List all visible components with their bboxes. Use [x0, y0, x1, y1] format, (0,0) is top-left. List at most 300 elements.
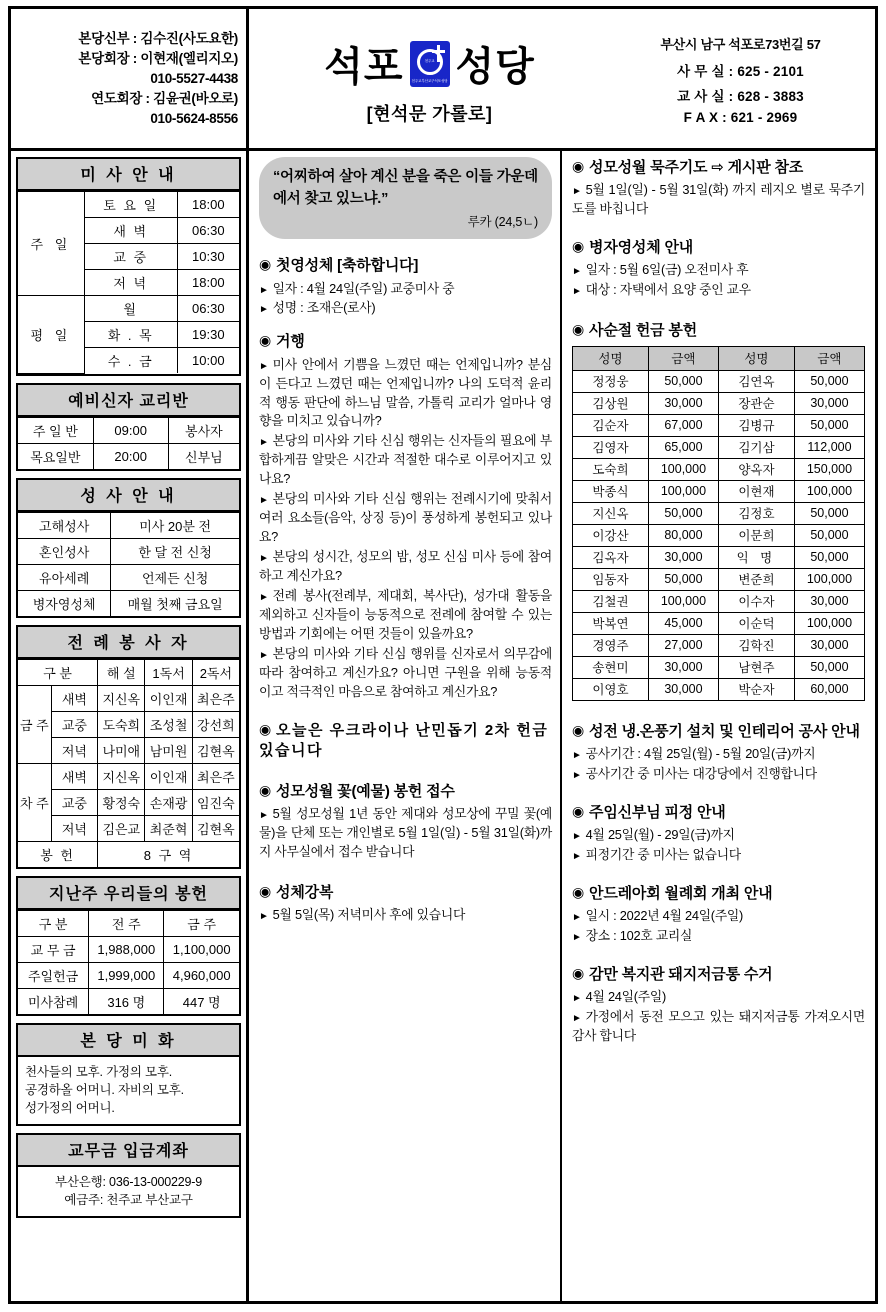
- bank-account-box: [16, 1133, 241, 1218]
- list-item-text: 5월 성모성월 1년 동안 제대와 성모상에 꾸밀 꽃(예물)을 단체 또는 개인별로 5월 1일(일) - 5월 31일(화)까지 사무실에서 접수 받습니다: [259, 806, 552, 860]
- list-item: [259, 805, 552, 862]
- column-header-name: 성명: [573, 346, 649, 370]
- donation-amount: 50,000: [794, 414, 864, 436]
- donation-amount: 45,000: [648, 612, 718, 634]
- circle-bullet-icon: ◉: [572, 238, 585, 255]
- fax-number: F A X : 621 - 2969: [683, 110, 798, 125]
- mass-name: 토 요 일: [84, 192, 177, 218]
- arrow-bullet-icon: ►: [259, 591, 269, 603]
- column-header-this-week: 금 주: [164, 910, 239, 936]
- server-commentator: 지신옥: [98, 763, 145, 789]
- donor-name: 김상원: [573, 392, 649, 414]
- donation-amount: 30,000: [794, 634, 864, 656]
- beautification-body: [18, 1057, 239, 1124]
- donor-name: 김영자: [573, 436, 649, 458]
- list-item: [572, 988, 865, 1007]
- class-time: 09:00: [93, 417, 168, 443]
- list-item-text: 본당의 미사와 기타 신심 행위는 전례시기에 맞춰서 여러 요소들(음악, 상징 등)이 풍성하게 봉헌되고 있나요?: [259, 491, 552, 545]
- list-item-text: 본당의 성시간, 성모의 밤, 성모 신심 미사 등에 참여하고 계신가요?: [259, 549, 552, 583]
- section-heading-text: 사순절 헌금 봉헌: [589, 322, 697, 340]
- arrow-bullet-icon: ►: [259, 553, 269, 564]
- beautification-box: [16, 1023, 241, 1126]
- donation-amount: 30,000: [648, 656, 718, 678]
- donor-name: 김순자: [573, 414, 649, 436]
- section-heading-text: 첫영성체 [축하합니다]: [276, 257, 419, 275]
- donor-name: 양옥자: [718, 458, 794, 480]
- section-heading-text: 성모성월 꽃(예물) 봉헌 접수: [276, 783, 455, 800]
- donation-amount: 112,000: [794, 436, 864, 458]
- mass-time-label: 저녁: [51, 815, 97, 841]
- list-item: [572, 745, 865, 764]
- section-piggy-bank-collection: [572, 964, 865, 1046]
- church-name-right: 성당: [455, 45, 535, 89]
- mass-name: 화 . 목: [84, 322, 177, 348]
- mass-name: 저 녁: [84, 270, 177, 296]
- mass-time-label: 교중: [51, 789, 97, 815]
- mass-time: 19:30: [177, 322, 239, 348]
- list-item-text: 4월 24일(주일): [585, 989, 667, 1005]
- table-row: [18, 841, 239, 867]
- class-teacher: 신부님: [168, 443, 239, 469]
- arrow-bullet-icon: ►: [572, 769, 582, 781]
- section-heading: [572, 721, 865, 742]
- donor-name: 임동자: [573, 568, 649, 590]
- donor-name: 이현재: [718, 480, 794, 502]
- section-priest-retreat: [572, 802, 865, 865]
- offering-category: 미사참례: [18, 988, 89, 1014]
- arrow-bullet-icon: ►: [259, 437, 269, 449]
- circle-bullet-icon: ◉: [259, 332, 272, 349]
- list-item-text: 피정기간 중 미사는 없습니다: [585, 846, 741, 862]
- church-name-left: 석포: [324, 45, 404, 89]
- circle-bullet-icon: ◉: [259, 782, 272, 798]
- list-item: [572, 927, 865, 946]
- offering-this-week: 447 명: [164, 988, 239, 1014]
- table-row: [573, 414, 865, 436]
- list-item-text: 가정에서 동전 모으고 있는 돼지저금통 가져오시면 감사 합니다: [572, 1009, 865, 1043]
- server-reading2: 김현옥: [192, 737, 239, 763]
- server-reading1: 이인재: [145, 763, 192, 789]
- last-week-offering-title: 지난주 우리들의 봉헌: [18, 878, 239, 910]
- donation-amount: 50,000: [794, 502, 864, 524]
- donor-name: 이문희: [718, 524, 794, 546]
- mass-time: 06:30: [177, 218, 239, 244]
- list-item: [259, 548, 552, 586]
- scripture-verse-reference: 루카 (24,5ㄴ): [467, 214, 538, 229]
- donor-name: 이강산: [573, 524, 649, 546]
- arrow-bullet-icon: ►: [572, 266, 582, 278]
- staff-phone: 010-5527-4438: [150, 71, 238, 87]
- column-header-reading1: 1독서: [145, 659, 192, 685]
- section-heading: [572, 883, 865, 904]
- section-heading: [572, 964, 865, 985]
- list-item-text: 4월 25일(월) - 29일(금)까지: [585, 826, 735, 842]
- sacraments-table: [18, 512, 239, 616]
- bank-account-holder: 예금주: 천주교 부산교구: [64, 1193, 193, 1207]
- table-row: [18, 763, 239, 789]
- mass-name: 수 . 금: [84, 348, 177, 374]
- donor-name: 김옥자: [573, 546, 649, 568]
- list-item-text: 대상 : 자택에서 요양 중인 교우: [585, 282, 751, 298]
- list-item-text: 성명 : 조재은(로사): [272, 300, 376, 316]
- staff-line: 연도회장 : 김윤권(바오로): [91, 90, 238, 106]
- arrow-bullet-icon: ►: [259, 360, 269, 372]
- liturgical-servers-box: [16, 625, 241, 869]
- bank-account-title: 교무금 입금계좌: [18, 1135, 239, 1167]
- table-row: [18, 711, 239, 737]
- masthead: [8, 6, 878, 151]
- table-row: [573, 634, 865, 656]
- arrow-bullet-icon: ►: [572, 286, 582, 298]
- catechumen-class-box: [16, 383, 241, 471]
- sacrament-name: 유아세례: [18, 564, 111, 590]
- donor-name: 박복연: [573, 612, 649, 634]
- mass-time-label: 저녁: [51, 737, 97, 763]
- offering-prev-week: 316 명: [89, 988, 164, 1014]
- list-item-text: 공사기간 : 4월 25일(월) - 5월 20일(금)까지: [585, 745, 816, 761]
- donation-amount: 100,000: [794, 612, 864, 634]
- last-week-offering-box: [16, 876, 241, 1016]
- list-item: [572, 181, 865, 219]
- table-row: [573, 502, 865, 524]
- list-item: [572, 846, 865, 865]
- table-row: [18, 936, 239, 962]
- column-header-amount: 금액: [648, 346, 718, 370]
- sacraments-box: [16, 478, 241, 618]
- donation-amount: 65,000: [648, 436, 718, 458]
- mass-schedule-title: 미 사 안 내: [18, 159, 239, 191]
- masthead-title-block: [249, 9, 610, 148]
- mass-schedule-box: [16, 157, 241, 376]
- circle-bullet-icon: ◉: [259, 720, 272, 737]
- section-rosary: [572, 157, 865, 219]
- office-phone: 사 무 실 : 625 - 2101: [677, 64, 804, 79]
- donation-amount: 50,000: [648, 370, 718, 392]
- server-commentator: 김은교: [98, 815, 145, 841]
- donation-amount: 100,000: [794, 480, 864, 502]
- table-row: [18, 538, 239, 564]
- arrow-bullet-icon: ►: [259, 810, 269, 822]
- donor-name: 이영호: [573, 678, 649, 700]
- list-item: [572, 826, 865, 845]
- list-item: [259, 356, 552, 432]
- donor-name: 이수자: [718, 590, 794, 612]
- class-name: 주 일 반: [18, 417, 93, 443]
- donor-name: 박종식: [573, 480, 649, 502]
- beautification-line: 공경하올 어머니. 자비의 모후.: [25, 1082, 184, 1097]
- donation-amount: 50,000: [648, 502, 718, 524]
- offering-district-value: 8 구 역: [98, 841, 239, 867]
- donor-name: 변준희: [718, 568, 794, 590]
- section-heading: [572, 237, 865, 258]
- column-header-amount: 금액: [794, 346, 864, 370]
- donation-amount: 50,000: [794, 524, 864, 546]
- sacrament-info: 미사 20분 전: [111, 512, 239, 538]
- beautification-line: 천사들의 모후. 가정의 모후.: [25, 1064, 172, 1079]
- column-header-name: 성명: [718, 346, 794, 370]
- list-item: [259, 906, 552, 925]
- right-column: [562, 151, 875, 1301]
- left-column: [11, 151, 249, 1301]
- donor-name: 박순자: [718, 678, 794, 700]
- donor-name: 도숙희: [573, 458, 649, 480]
- bank-account-number: 부산은행: 036-13-000229-9: [55, 1174, 202, 1189]
- week-label: 차 주: [18, 763, 51, 841]
- liturgical-servers-title: 전 례 봉 사 자: [18, 627, 239, 659]
- section-heading-text: 성체강복: [276, 884, 334, 902]
- table-row: [573, 480, 865, 502]
- donation-amount: 27,000: [648, 634, 718, 656]
- circle-bullet-icon: ◉: [259, 256, 272, 273]
- sacrament-name: 병자영성체: [18, 590, 111, 616]
- offering-district-label: 봉 헌: [18, 841, 98, 867]
- section-lenten-donations: [572, 320, 865, 700]
- section-celebration: [259, 331, 552, 701]
- donation-amount: 100,000: [648, 480, 718, 502]
- offering-category: 교 무 금: [18, 936, 89, 962]
- mass-schedule-table: [18, 191, 239, 374]
- donation-amount: 30,000: [794, 590, 864, 612]
- arrow-bullet-icon: ►: [259, 284, 269, 296]
- table-row: [573, 370, 865, 392]
- mass-group-label: 주 일: [18, 192, 84, 296]
- table-row: [18, 962, 239, 988]
- server-reading2: 강선희: [192, 711, 239, 737]
- mass-time-label: 새벽: [51, 763, 97, 789]
- donor-name: 김연옥: [718, 370, 794, 392]
- table-header-row: [18, 659, 239, 685]
- donation-amount: 30,000: [648, 678, 718, 700]
- circle-bullet-icon: ◉: [572, 721, 585, 738]
- list-item-text: 본당의 미사와 기타 신심 행위는 신자들의 필요에 부합하게끔 알맞은 시간과 적절한 대수로 이루어지고 있나요?: [259, 433, 552, 487]
- donor-name: 김철권: [573, 590, 649, 612]
- list-item-text: 일시 : 2022년 4월 24일(주일): [585, 908, 744, 923]
- table-row: [18, 737, 239, 763]
- masthead-staff-info: [11, 9, 249, 148]
- server-reading1: 최준혁: [145, 815, 192, 841]
- offering-prev-week: 1,999,000: [89, 962, 164, 988]
- week-label: 금 주: [18, 685, 51, 763]
- beautification-line: 성가정의 어머니.: [25, 1100, 115, 1115]
- section-heading: [259, 255, 552, 276]
- table-row: [573, 436, 865, 458]
- sacrament-name: 혼인성사: [18, 538, 111, 564]
- beautification-title: 본 당 미 화: [18, 1025, 239, 1057]
- list-item: [572, 1008, 865, 1046]
- list-item: [259, 280, 552, 299]
- catechumen-class-table: [18, 417, 239, 469]
- server-reading1: 조성철: [145, 711, 192, 737]
- arrow-bullet-icon: ►: [572, 912, 582, 923]
- staff-line: 본당신부 : 김수진(사도요한): [78, 31, 238, 47]
- donor-name: 이순덕: [718, 612, 794, 634]
- table-row: [573, 458, 865, 480]
- class-time: 20:00: [93, 443, 168, 469]
- section-flower-offering: [259, 781, 552, 862]
- arrow-bullet-icon: ►: [572, 850, 582, 862]
- table-row: [18, 417, 239, 443]
- table-row: [573, 612, 865, 634]
- list-item: [572, 261, 865, 280]
- table-row: [573, 392, 865, 414]
- server-reading2: 최은주: [192, 763, 239, 789]
- arrow-bullet-icon: ►: [259, 649, 269, 661]
- arrow-bullet-icon: ►: [572, 1013, 582, 1025]
- mass-name: 교 중: [84, 244, 177, 270]
- circle-bullet-icon: ◉: [572, 964, 585, 981]
- list-item-text: 일자 : 4월 24일(주일) 교중미사 중: [272, 280, 455, 296]
- list-item: [259, 299, 552, 318]
- arrow-bullet-icon: ►: [572, 830, 582, 842]
- list-item-text: 5월 1일(일) - 5월 31일(화) 까지 레지오 별로 묵주기도를 바칩니다: [572, 182, 865, 217]
- bulletin-body: [8, 151, 878, 1304]
- table-row: [18, 815, 239, 841]
- mass-time-label: 새벽: [51, 685, 97, 711]
- sacraments-title: 성 사 안 내: [18, 480, 239, 512]
- section-heading: [572, 802, 865, 823]
- list-item: [572, 765, 865, 784]
- donation-amount: 60,000: [794, 678, 864, 700]
- circle-bullet-icon: ◉: [572, 883, 585, 900]
- donor-name: 경영주: [573, 634, 649, 656]
- table-row: [18, 443, 239, 469]
- section-heading: [259, 781, 552, 802]
- table-row: [573, 590, 865, 612]
- donation-amount: 50,000: [794, 370, 864, 392]
- sacrament-info: 언제든 신청: [111, 564, 239, 590]
- section-sick-communion: [572, 237, 865, 300]
- table-row: [573, 524, 865, 546]
- server-commentator: 황정숙: [98, 789, 145, 815]
- donation-amount: 30,000: [648, 546, 718, 568]
- column-header-reading2: 2독서: [192, 659, 239, 685]
- section-heading: [259, 720, 552, 762]
- table-row: [18, 564, 239, 590]
- list-item-text: 본당의 미사와 기타 신심 행위를 신자로서 의무감에 따라 참여하고 계신가요? 아니면 구원을 위해 능동적이고 적극적인 마음으로 참여하고 계신가요?: [259, 645, 552, 699]
- table-row: [573, 656, 865, 678]
- masthead-contact-info: [610, 9, 875, 148]
- section-heading-text: 감만 복지관 돼지저금통 수거: [589, 965, 773, 983]
- arrow-bullet-icon: ►: [572, 993, 582, 1005]
- table-row: [18, 590, 239, 616]
- server-commentator: 지신옥: [98, 685, 145, 711]
- bank-account-body: [18, 1167, 239, 1216]
- table-row: [573, 678, 865, 700]
- arrow-bullet-icon: ►: [259, 911, 269, 923]
- sacrament-info: 매월 첫째 금요일: [111, 590, 239, 616]
- column-header-category: 구 분: [18, 910, 89, 936]
- server-reading1: 손재광: [145, 789, 192, 815]
- church-logo-icon: [410, 41, 450, 87]
- list-item: [259, 645, 552, 702]
- mass-time: 06:30: [177, 296, 239, 322]
- mass-time: 18:00: [177, 192, 239, 218]
- donor-name: 송현미: [573, 656, 649, 678]
- church-address: 부산시 남구 석포로73번길 57: [660, 37, 821, 52]
- section-hvac-construction: [572, 721, 865, 784]
- logo-caption-text: 천주교부산교구석포성당: [411, 78, 448, 83]
- arrow-bullet-icon: ►: [572, 186, 582, 198]
- arrow-bullet-icon: ►: [259, 304, 269, 316]
- section-heading-text: 주임신부님 피정 안내: [589, 803, 726, 821]
- list-item-text: 미사 안에서 기쁨을 느꼈던 때는 언제입니까? 분심이 든다고 느꼈던 때는 언제입니까? 나의 도덕적 윤리적 행동 판단에 하느님 말씀, 가톨릭 교리가 얼마나 영향을 미치고 있습니까?: [259, 356, 552, 429]
- table-row: [18, 296, 239, 322]
- mass-time-label: 교중: [51, 711, 97, 737]
- column-header-category: 구 분: [18, 659, 98, 685]
- donor-name: 정정웅: [573, 370, 649, 392]
- table-row: [18, 192, 239, 218]
- church-title-row: [324, 35, 535, 92]
- last-week-offering-table: [18, 910, 239, 1014]
- donation-amount: 50,000: [794, 546, 864, 568]
- mass-name: 월: [84, 296, 177, 322]
- table-row: [18, 685, 239, 711]
- server-commentator: 도숙희: [98, 711, 145, 737]
- section-heading-text: 안드레아회 월례회 개최 안내: [589, 884, 773, 902]
- circle-bullet-icon: ◉: [572, 321, 585, 338]
- server-reading2: 최은주: [192, 685, 239, 711]
- mass-time: 18:00: [177, 270, 239, 296]
- donor-name: 장관순: [718, 392, 794, 414]
- section-heading-text: 오늘은 우크라이나 난민돕기 2차 헌금 있습니다: [259, 721, 549, 759]
- list-item-text: 일자 : 5월 6일(금) 오전미사 후: [585, 262, 749, 278]
- arrow-bullet-icon: ►: [572, 749, 582, 761]
- section-heading: [572, 320, 865, 341]
- church-subtitle: [현석문 가롤로]: [366, 104, 493, 124]
- server-reading2: 김현옥: [192, 815, 239, 841]
- staff-phone: 010-5624-8556: [150, 110, 238, 126]
- donation-amount: 50,000: [648, 568, 718, 590]
- donation-amount: 100,000: [794, 568, 864, 590]
- donor-name: 김정호: [718, 502, 794, 524]
- mass-name: 새 벽: [84, 218, 177, 244]
- donation-amount: 30,000: [648, 392, 718, 414]
- circle-bullet-icon: ◉: [572, 158, 585, 174]
- donation-amount: 100,000: [648, 590, 718, 612]
- donor-name: 지신옥: [573, 502, 649, 524]
- list-item: [259, 490, 552, 547]
- class-teacher: 봉사자: [168, 417, 239, 443]
- list-item: [259, 432, 552, 489]
- donor-name: 김학진: [718, 634, 794, 656]
- table-header-row: [573, 346, 865, 370]
- server-reading2: 임진숙: [192, 789, 239, 815]
- section-heading-text: 거행: [276, 333, 305, 351]
- section-heading-text: 병자영성체 안내: [589, 239, 694, 257]
- offering-category: 주일헌금: [18, 962, 89, 988]
- mass-group-label: 평 일: [18, 296, 84, 374]
- section-andrew-society-meeting: [572, 883, 865, 946]
- donor-name: 남현주: [718, 656, 794, 678]
- list-item-text: 5월 5일(목) 저녁미사 후에 있습니다: [272, 907, 466, 923]
- donation-amount: 150,000: [794, 458, 864, 480]
- section-heading: [259, 882, 552, 903]
- donation-amount: 100,000: [648, 458, 718, 480]
- section-first-communion: [259, 255, 552, 318]
- staff-line: 본당회장 : 이현재(엘리지오): [78, 51, 238, 67]
- class-name: 목요일반: [18, 443, 93, 469]
- catechumen-class-title: 예비신자 교리반: [18, 385, 239, 417]
- table-row: [573, 568, 865, 590]
- list-item-text: 전례 봉사(전례부, 제대회, 복사단), 성가대 활동을 제외하고 신자들이 능동적으로 전례에 참여할 수 있는 방법과 기회에는 어떤 것들이 있을까요?: [259, 587, 552, 641]
- section-heading: [259, 331, 552, 352]
- table-row: [18, 789, 239, 815]
- donation-amount: 50,000: [794, 656, 864, 678]
- table-row: [18, 512, 239, 538]
- scripture-verse-box: [259, 157, 552, 239]
- donor-name-anonymous: 익 명: [718, 546, 794, 568]
- table-header-row: [18, 910, 239, 936]
